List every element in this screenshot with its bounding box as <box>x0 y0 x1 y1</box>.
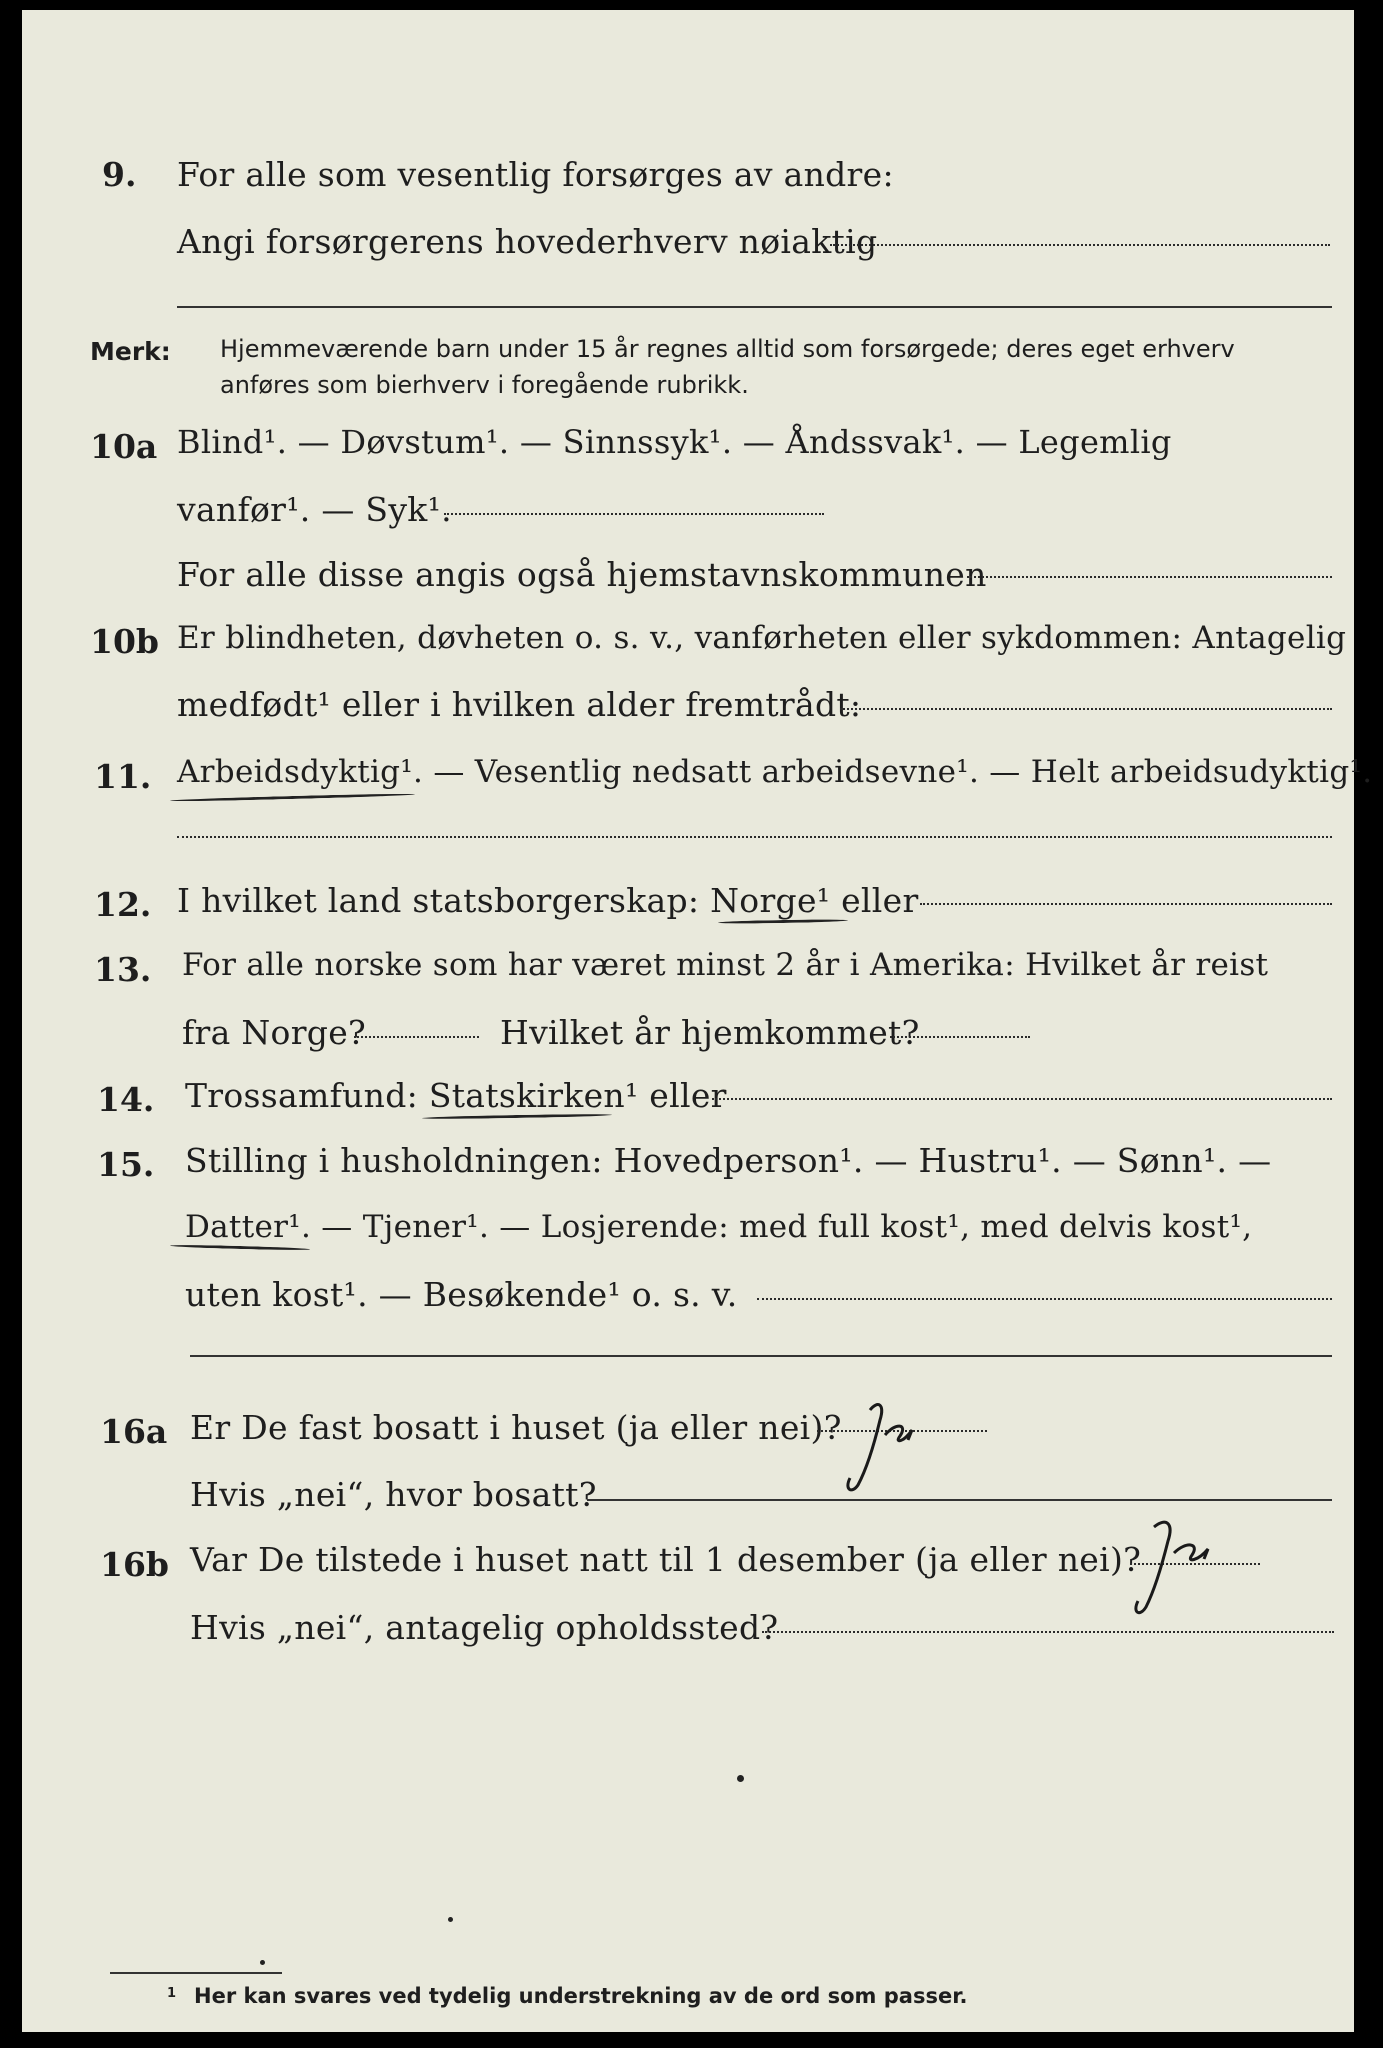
item-16b-location-line <box>762 1631 1334 1633</box>
item-9-question: For alle som vesentlig forsørges av andre: <box>177 155 894 194</box>
merk-label: Merk: <box>90 337 171 366</box>
item-16b-question: Var De tilstede i huset natt til 1 desember (ja eller nei)? <box>190 1540 1142 1579</box>
item-11-number: 11. <box>94 757 152 796</box>
item-16b-number: 16b <box>100 1545 169 1584</box>
item-9-answer-line <box>830 244 1330 246</box>
ink-speck <box>737 1775 744 1782</box>
item-10b-question: Er blindheten, døvheten o. s. v., vanførheten eller sykdommen: Antagelig <box>177 620 1347 656</box>
item-13-returned-year-line <box>890 1036 1030 1038</box>
item-16b-if-no-label: Hvis „nei“, antagelig opholdssted? <box>190 1608 779 1647</box>
item-16a-if-no-label: Hvis „nei“, hvor bosatt? <box>190 1475 597 1514</box>
merk-text-line-2: anføres som bierhverv i foregående rubrikk. <box>220 371 749 399</box>
item-16a-number: 16a <box>100 1412 168 1451</box>
item-10a-options: Blind¹. — Døvstum¹. — Sinnssyk¹. — Åndssvak¹. — Legemlig <box>177 423 1172 461</box>
item-10a-answer-line <box>444 513 824 515</box>
item-10b-number: 10b <box>90 622 159 661</box>
item-13-left-year-line <box>354 1036 479 1038</box>
item-15-number: 15. <box>97 1145 155 1184</box>
item-13-question: For alle norske som har været minst 2 år i Amerika: Hvilket år reist <box>182 947 1269 983</box>
item-12-question: I hvilket land statsborgerskap: Norge¹ eller <box>177 881 919 920</box>
item-9-number: 9. <box>102 155 137 194</box>
item-12-answer-line <box>920 903 1332 905</box>
item-10a-home-municipality: For alle disse angis også hjemstavnskommunen <box>177 555 987 594</box>
item-13-left-norway-label: fra Norge? <box>182 1013 367 1052</box>
item-10a-number: 10a <box>90 427 158 466</box>
handwritten-answer-16b <box>1122 1515 1262 1625</box>
item-10a-municipality-line <box>967 576 1332 578</box>
census-form-page <box>22 10 1373 2032</box>
item-12-number: 12. <box>94 885 152 924</box>
handwritten-underline-arbeidsdyktig <box>170 793 415 802</box>
merk-text-line-1: Hjemmeværende barn under 15 år regnes alltid som forsørgede; deres eget erhverv <box>220 335 1235 363</box>
item-15-options-cont: Datter¹. — Tjener¹. — Losjerende: med full kost¹, med delvis kost¹, <box>185 1209 1253 1245</box>
footnote-text: Her kan svares ved tydelig understrekning av de ord som passer. <box>194 1984 968 2008</box>
handwritten-answer-16a <box>830 1390 960 1500</box>
item-11-options: Arbeidsdyktig¹. — Vesentlig nedsatt arbeidsevne¹. — Helt arbeidsudyktig¹. <box>177 754 1373 790</box>
footnote-mark: 1 <box>167 1986 177 2001</box>
item-14-question: Trossamfund: Statskirken¹ eller <box>185 1076 727 1115</box>
item-10b-question-cont: medfødt¹ eller i hvilken alder fremtrådt: <box>177 685 862 724</box>
item-10a-options-cont: vanfør¹. — Syk¹. <box>177 490 452 529</box>
ink-speck <box>448 1917 453 1922</box>
item-11-blank-line <box>177 836 1332 838</box>
item-13-number: 13. <box>94 950 152 989</box>
item-10b-answer-line <box>840 708 1332 710</box>
item-9-prompt: Angi forsørgerens hovederhverv nøiaktig <box>177 222 878 261</box>
item-16a-residence-line <box>587 1499 1332 1501</box>
item-15-answer-line <box>757 1298 1332 1300</box>
item-16a-question: Er De fast bosatt i huset (ja eller nei)? <box>190 1408 842 1447</box>
footnote-rule <box>110 1972 282 1974</box>
item-15-options: Stilling i husholdningen: Hovedperson¹. — Hustru¹. — Sønn¹. — <box>185 1141 1272 1180</box>
ink-speck <box>260 1960 265 1965</box>
item-9-blank-rule <box>177 306 1332 308</box>
item-13-returned-label: Hvilket år hjemkommet? <box>500 1013 920 1052</box>
item-14-number: 14. <box>97 1080 155 1119</box>
item-14-answer-line <box>712 1098 1332 1100</box>
item-15-blank-rule <box>190 1355 1332 1357</box>
item-15-options-end: uten kost¹. — Besøkende¹ o. s. v. <box>185 1275 738 1314</box>
